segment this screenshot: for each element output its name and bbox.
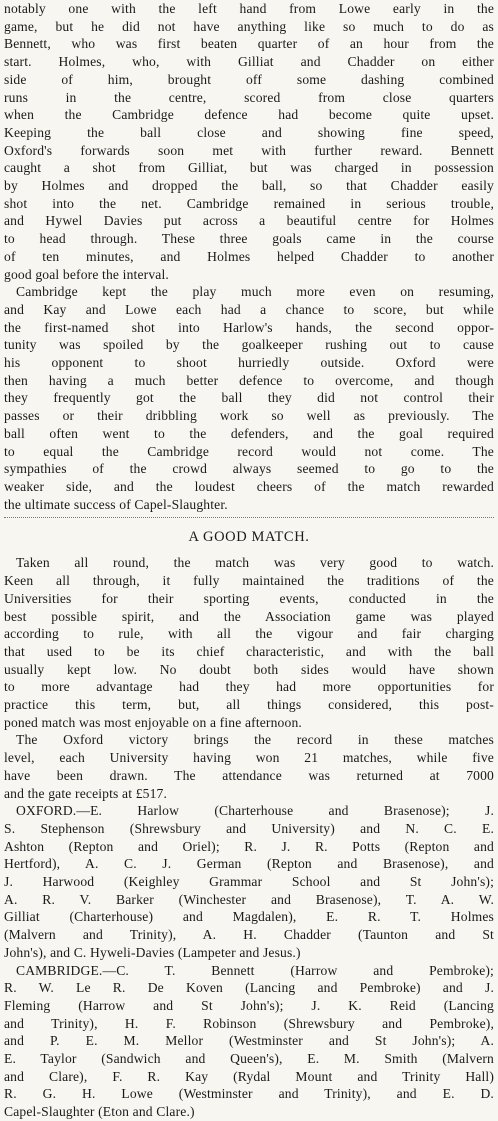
team-list-cambridge: [4, 962, 494, 1121]
text-line: have been drawn. The attendance was returned at 7000: [4, 767, 494, 783]
text-line: Keeping the ball close and showing fine speed,: [4, 124, 494, 140]
text-line: and Hywel Davies put across a beautiful centre for Holmes: [4, 213, 494, 229]
text-line: Taken all round, the match was very good to watch.: [16, 555, 494, 571]
team-line: (Malvern and Trinity), A. H. Chadder (Taunton and St: [4, 927, 494, 943]
text-line: of ten minutes, and Holmes helped Chadder to another: [4, 248, 494, 264]
text-line: usually kept low. No doubt both sides would have shown: [4, 661, 494, 677]
text-line: they frequently got the ball they did not control their: [4, 390, 494, 406]
text-line: sympathies of the crowd always seemed to go to the: [4, 461, 494, 477]
text-line: best possible spirit, and the Association game was played: [4, 608, 494, 624]
text-line: ball often went to the defenders, and the goal required: [4, 425, 494, 441]
section-heading: A GOOD MATCH.: [188, 529, 310, 546]
team-line: and P. E. M. Mellor (Westminster and St John's); A.: [4, 1033, 494, 1049]
team-line: A. R. V. Barker (Winchester and Brasenose), T. A. W.: [4, 891, 494, 907]
text-line: caught a shot from Gilliat, but was charged in possession: [4, 160, 494, 176]
text-line: when the Cambridge defence had become quite upset.: [4, 107, 494, 123]
text-line: Keen all through, it fully maintained the traditions of the: [4, 573, 494, 589]
team-line: Gilliat (Charterhouse) and Magdalen), E. R. T. Holmes: [4, 909, 494, 925]
team-line: and Clare), F. R. Kay (Rydal Mount and Trinity Hall): [4, 1068, 494, 1084]
text-line: side of him, brought off some dashing combined: [4, 71, 494, 87]
team-line: S. Stephenson (Shrewsbury and University) and N. C. E.: [4, 820, 494, 836]
team-line: CAMBRIDGE.—C. T. Bennett (Harrow and Pembroke);: [16, 962, 494, 978]
team-line: Ashton (Repton and Oriel); R. J. R. Potts (Repton and: [4, 838, 494, 854]
text-line: then having a much better defence to overcome, and though: [4, 372, 494, 388]
text-line: the ultimate success of Capel-Slaughter.: [4, 496, 228, 512]
text-line: game, but he did not have anything like so much to do as: [4, 18, 494, 34]
text-line: start. Holmes, who, with Gilliat and Chadder on either: [4, 54, 494, 70]
text-line: runs in the centre, scored from close quarters: [4, 89, 494, 105]
text-line: and Kay and Lowe each had a chance to score, but while: [4, 301, 494, 317]
team-line: E. Taylor (Sandwich and Queen's), E. M. Smith (Malvern: [4, 1051, 494, 1067]
text-line: Cambridge kept the play much more even on resuming,: [16, 284, 494, 300]
text-line: notably one with the left hand from Lowe early in the: [4, 1, 494, 16]
paragraph-good-match: [4, 554, 494, 731]
text-line: to more advantage had they had more opportunities for: [4, 679, 494, 695]
text-line: weaker side, and the loudest cheers of the match rewarded: [4, 478, 494, 494]
text-line: and the gate receipts at £517.: [4, 785, 168, 801]
team-line: J. Harwood (Keighley Grammar School and St John's);: [4, 874, 494, 890]
text-line: The Oxford victory brings the record in these matches: [16, 732, 494, 748]
team-line: John's), and C. Hyweli-Davies (Lampeter and Jesus.): [4, 944, 301, 960]
team-list-oxford: [4, 802, 494, 961]
team-line: Fleming (Harrow and St John's); J. K. Reid (Lancing: [4, 997, 494, 1013]
text-line: to head through. These three goals came in the course: [4, 231, 494, 247]
text-line: by Holmes and dropped the ball, so that Chadder easily: [4, 178, 494, 194]
team-line: R. G. H. Lowe (Westminster and Trinity), and E. D.: [4, 1086, 494, 1102]
team-line: and Trinity), H. F. Robinson (Shrewsbury and Pembroke),: [4, 1015, 494, 1031]
team-line: Capel-Slaughter (Eton and Clare.): [4, 1104, 195, 1120]
paragraph-match-second-half: [4, 283, 494, 513]
text-line: the first-named shot into Harlow's hands, the second oppor-: [4, 319, 494, 335]
text-line: good goal before the interval.: [4, 266, 169, 282]
team-line: Hertford), A. C. J. German (Repton and Brasenose), and: [4, 856, 494, 872]
text-line: according to rule, with all the vigour and fair charging: [4, 626, 494, 642]
text-line: Oxford's forwards soon met with further reward. Bennett: [4, 142, 494, 158]
text-line: that used to be its chief characteristic, and with the ball: [4, 643, 494, 659]
text-line: Universities for their sporting events, conducted in the: [4, 590, 494, 606]
text-line: practice this term, but, all things considered, this post-: [4, 697, 494, 713]
team-line: R. W. Le R. De Koven (Lancing and Pembroke) and J.: [4, 980, 494, 996]
text-line: shot into the net. Cambridge remained in serious trouble,: [4, 195, 494, 211]
text-line: tunity was spoiled by the goalkeeper rushing out to cause: [4, 337, 494, 353]
text-line: his opponent to shoot hurriedly outside. Oxford were: [4, 355, 494, 371]
paragraph-match-first-half: [4, 0, 494, 283]
section-divider: [4, 517, 494, 518]
text-line: Bennett, who was first beaten quarter of an hour from the: [4, 36, 494, 52]
paragraph-record: [4, 731, 494, 802]
text-line: passes or their dribbling work so well as previously. The: [4, 408, 494, 424]
text-line: level, each University having won 21 matches, while five: [4, 750, 494, 766]
team-line: OXFORD.—E. Harlow (Charterhouse and Brasenose); J.: [16, 803, 494, 819]
text-line: poned match was most enjoyable on a fine afternoon.: [4, 714, 302, 730]
text-line: to equal the Cambridge record would not come. The: [4, 443, 494, 459]
